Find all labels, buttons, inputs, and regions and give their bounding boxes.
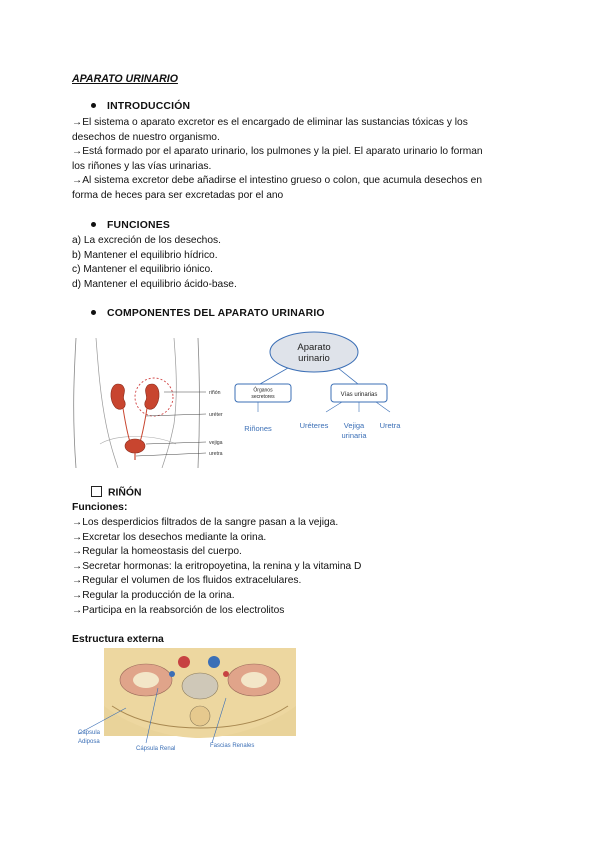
- intro-heading: INTRODUCCIÓN: [91, 101, 190, 112]
- list-item: →Excretar los desechos mediante la orina.: [72, 531, 267, 543]
- intro-line: forma de heces para ser excretadas por el ano: [72, 189, 284, 201]
- bullet-icon: [91, 222, 96, 227]
- diagram-child-vejiga-line2: urinaria: [341, 431, 367, 440]
- estructura-externa-heading: Estructura externa: [72, 634, 164, 645]
- diagram-left-node-line2: secretores: [251, 394, 275, 400]
- anatomy-label: vejiga: [209, 440, 223, 446]
- rinon-funciones-list: [72, 516, 361, 618]
- urinary-anatomy-figure: [66, 334, 234, 468]
- intro-line: desechos de nuestro organismo.: [72, 131, 220, 143]
- anatomy-label: uréter: [209, 412, 223, 418]
- list-item: a) La excreción de los desechos.: [72, 235, 221, 246]
- diagram-child-rinones: Riñones: [244, 424, 272, 433]
- list-item: b) Mantener el equilibrio hídrico.: [72, 249, 218, 261]
- funciones-list: [72, 234, 237, 292]
- list-item: d) Mantener el equilibrio ácido-base.: [72, 278, 237, 290]
- document-title: APARATO URINARIO: [72, 73, 178, 85]
- intro-line: los riñones y las vías urinarias.: [72, 160, 212, 172]
- anatomy-label: uretra: [209, 451, 223, 457]
- list-item: →Los desperdicios filtrados de la sangre pasan a la vejiga.: [72, 517, 339, 528]
- kidney-cross-section-figure: [76, 646, 296, 756]
- list-item: →Participa en la reabsorción de los electrolitos: [72, 604, 285, 616]
- diagram-root-line1: Aparato: [297, 342, 331, 353]
- figure-label-fascias-renales: Fascias Renales: [210, 743, 255, 749]
- figure-label-capsula-adiposa-line2: Adiposa: [78, 739, 100, 745]
- list-item: →Regular la producción de la orina.: [72, 589, 235, 601]
- bullet-icon: [91, 103, 96, 108]
- rinon-funciones-subheading: Funciones:: [72, 502, 128, 513]
- list-item: c) Mantener el equilibrio iónico.: [72, 264, 213, 276]
- diagram-left-node-line1: Órganos: [253, 387, 273, 394]
- rinon-heading: RIÑÓN: [91, 487, 141, 498]
- list-item: →Secretar hormonas: la eritropoyetina, la renina y la vitamina D: [72, 560, 362, 572]
- componentes-heading: COMPONENTES DEL APARATO URINARIO: [91, 308, 325, 319]
- diagram-child-uretra: Uretra: [379, 421, 401, 430]
- diagram-right-node: Vías urinarias: [340, 392, 378, 398]
- figure-label-capsula-adiposa-line1: Cápsula: [78, 730, 101, 736]
- bullet-icon: [91, 310, 96, 315]
- bladder-icon: [125, 439, 145, 453]
- figure-label-capsula-renal: Cápsula Renal: [136, 746, 176, 752]
- diagram-root-line2: urinario: [298, 353, 330, 364]
- checkbox-icon: [91, 486, 102, 497]
- urinary-concept-diagram: [230, 330, 410, 445]
- list-item: →Regular la homeostasis del cuerpo.: [72, 546, 242, 558]
- diagram-child-ureteres: Uréteres: [299, 421, 329, 430]
- list-item: →Regular el volumen de los fluidos extracelulares.: [72, 575, 302, 587]
- intro-paragraph: [72, 116, 532, 204]
- anatomy-label: riñón: [209, 390, 221, 396]
- intro-line: →Al sistema excretor debe añadirse el intestino grueso o colon, que acumula desechos en: [72, 175, 483, 187]
- funciones-heading: FUNCIONES: [91, 220, 170, 231]
- intro-line: →El sistema o aparato excretor es el encargado de eliminar las sustancias tóxicas y los: [72, 117, 468, 128]
- intro-line: →Está formado por el aparato urinario, los pulmones y la piel. El aparato urinario lo forman: [72, 146, 483, 158]
- diagram-child-vejiga-line1: Vejiga: [343, 421, 365, 430]
